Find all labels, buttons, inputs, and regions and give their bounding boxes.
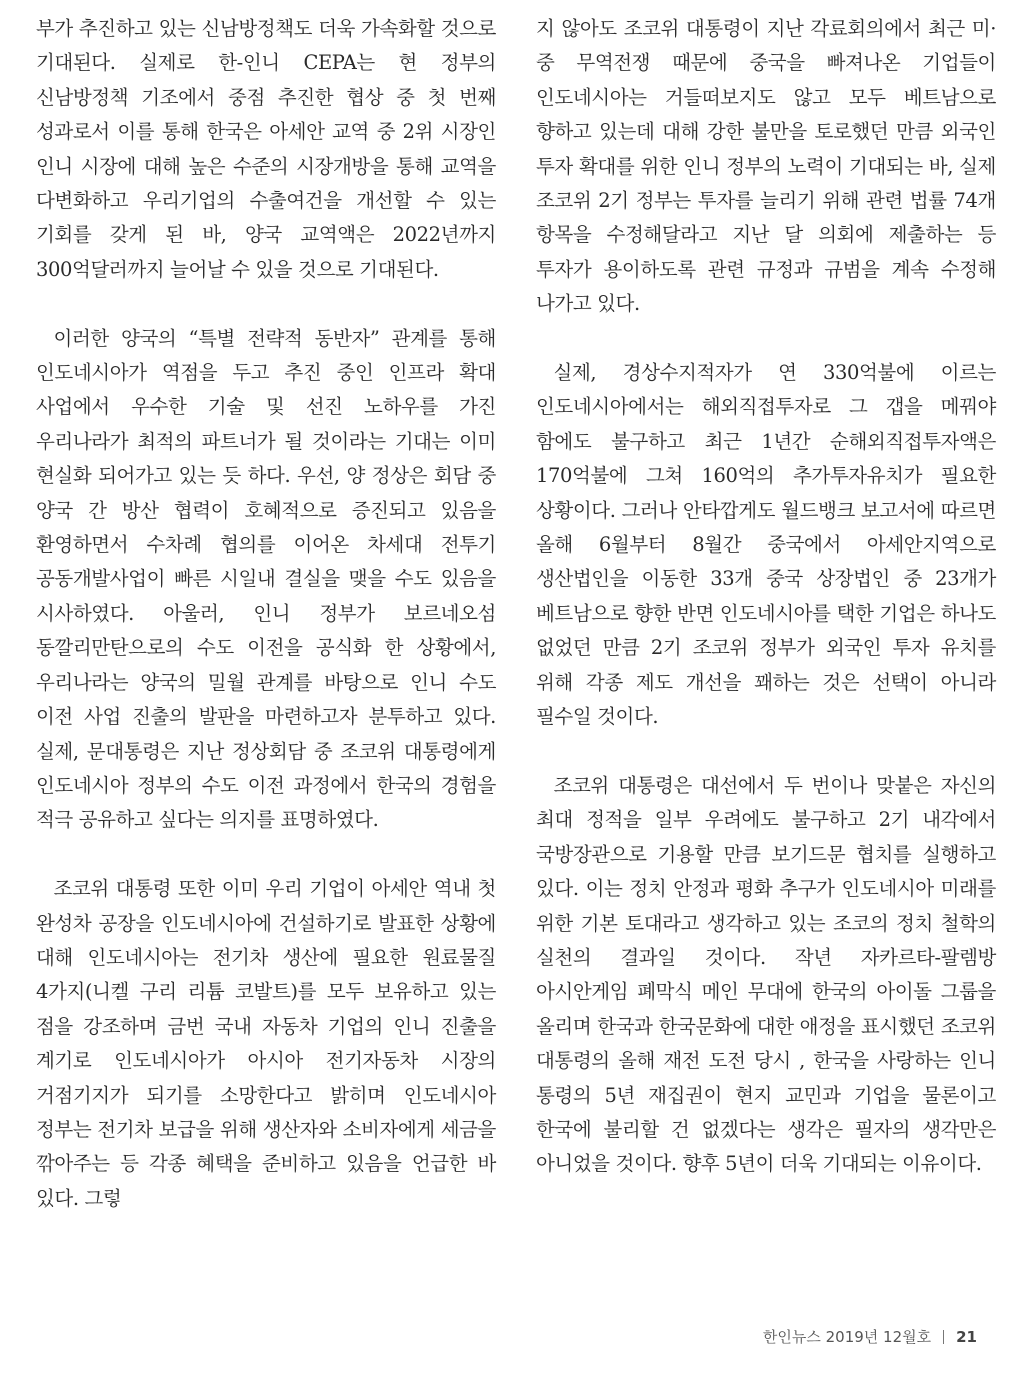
page-footer bbox=[763, 1326, 977, 1347]
left-column bbox=[36, 12, 496, 1251]
article-paragraph: 조코위 대통령 또한 이미 우리 기업이 아세안 역내 첫 완성차 공장을 인도네시아에 건설하기로 발표한 상황에 대해 인도네시아는 전기차 생산에 필요한 원료물질 4가지(니켈 구리 리튬 코발트)를 모두 보유하고 있는 점을 강조하며 금번 국내 자동차 기업의 인니 진출을 계기로 인도네시아가 아시아 전기자동차 시장의 거점기지가 되기를 소망한다고 밝히며 인도네시아 정부는 전기차 보급을 위해 생산자와 소비자에게 세금을 깎아주는 등 각종 혜택을 준비하고 있음을 언급한 바 있다. 그렇 bbox=[36, 877, 496, 1210]
right-column bbox=[536, 12, 996, 1216]
page-number: 21 bbox=[956, 1327, 977, 1346]
footer-separator bbox=[943, 1330, 944, 1344]
article-paragraph: 이러한 양국의 “특별 전략적 동반자” 관계를 통해 인도네시아가 역점을 두고 추진 중인 인프라 확대 사업에서 우수한 기술 및 선진 노하우를 가진 우리나라가 최적의 파트너가 될 것이라는 기대는 이미 현실화 되어가고 있는 듯 하다. 우선, 양 정상은 회담 중 양국 간 방산 협력이 호혜적으로 증진되고 있음을 환영하면서 수차례 협의를 이어온 차세대 전투기 공동개발사업이 빠른 시일내 결실을 맺을 수도 있음을 시사하였다. 아울러, 인니 정부가 보르네오섬 동깔리만탄으로의 수도 이전을 공식화 한 상황에서, 우리나라는 양국의 밀월 관계를 바탕으로 인니 수도 이전 사업 진출의 발판을 마련하고자 분투하고 있다. 실제, 문대통령은 지난 정상회담 중 조코위 대통령에게 인도네시아 정부의 수도 이전 과정에서 한국의 경험을 적극 공유하고 싶다는 의지를 표명하였다. bbox=[36, 326, 496, 832]
article-paragraph: 지 않아도 조코위 대통령이 지난 각료회의에서 최근 미·중 무역전쟁 때문에 중국을 빠져나온 기업들이 인도네시아는 거들떠보지도 않고 모두 베트남으로 향하고 있는데 대해 강한 불만을 토로했던 만큼 외국인 투자 확대를 위한 인니 정부의 노력이 기대되는 바, 실제 조코위 2기 정부는 투자를 늘리기 위해 관련 법률 74개 항목을 수정해달라고 지난 달 의회에 제출하는 등 투자가 용이하도록 관련 규정과 규범을 계속 수정해 나가고 있다. bbox=[536, 17, 996, 316]
article-paragraph: 실제, 경상수지적자가 연 330억불에 이르는 인도네시아에서는 해외직접투자로 그 갭을 메꿔야 함에도 불구하고 최근 1년간 순해외직접투자액은 170억불에 그쳐 160억의 추가투자유치가 필요한 상황이다. 그러나 안타깝게도 월드뱅크 보고서에 따르면 올해 6월부터 8월간 중국에서 아세안지역으로 생산법인을 이동한 33개 중국 상장법인 중 23개가 베트남으로 향한 반면 인도네시아를 택한 기업은 하나도 없었던 만큼 2기 조코위 정부가 외국인 투자 유치를 위해 각종 제도 개선을 꽤하는 것은 선택이 아니라 필수일 것이다. bbox=[536, 361, 996, 729]
article-paragraph: 부가 추진하고 있는 신남방정책도 더욱 가속화할 것으로 기대된다. 실제로 한-인니 CEPA는 현 정부의 신남방정책 기조에서 중점 추진한 협상 중 첫 번째 성과로서 이를 통해 한국은 아세안 교역 중 2위 시장인 인니 시장에 대해 높은 수준의 시장개방을 통해 교역을 다변화하고 우리기업의 수출여건을 개선할 수 있는 기회를 갖게 된 바, 양국 교역액은 2022년까지 300억달러까지 늘어날 수 있을 것으로 기대된다. bbox=[36, 17, 496, 281]
publication-name: 한인뉴스 2019년 12월호 bbox=[762, 1328, 932, 1346]
article-paragraph: 조코위 대통령은 대선에서 두 번이나 맞붙은 자신의 최대 정적을 일부 우려에도 불구하고 2기 내각에서 국방장관으로 기용할 만큼 보기드문 협치를 실행하고 있다. 이는 정치 안정과 평화 추구가 인도네시아 미래를 위한 기본 토대라고 생각하고 있는 조코의 정치 철학의 실천의 결과일 것이다. 작년 자카르타-팔렘방 아시안게임 폐막식 메인 무대에 한국의 아이돌 그룹을 올리며 한국과 한국문화에 대한 애정을 표시했던 조코위 대통령의 올해 재전 도전 당시 , 한국을 사랑하는 인니 통령의 5년 재집권이 현지 교민과 기업을 물론이고 한국에 불리할 건 없겠다는 생각은 필자의 생각만은 아니었을 것이다. 향후 5년이 더욱 기대되는 이유이다. bbox=[536, 773, 996, 1176]
